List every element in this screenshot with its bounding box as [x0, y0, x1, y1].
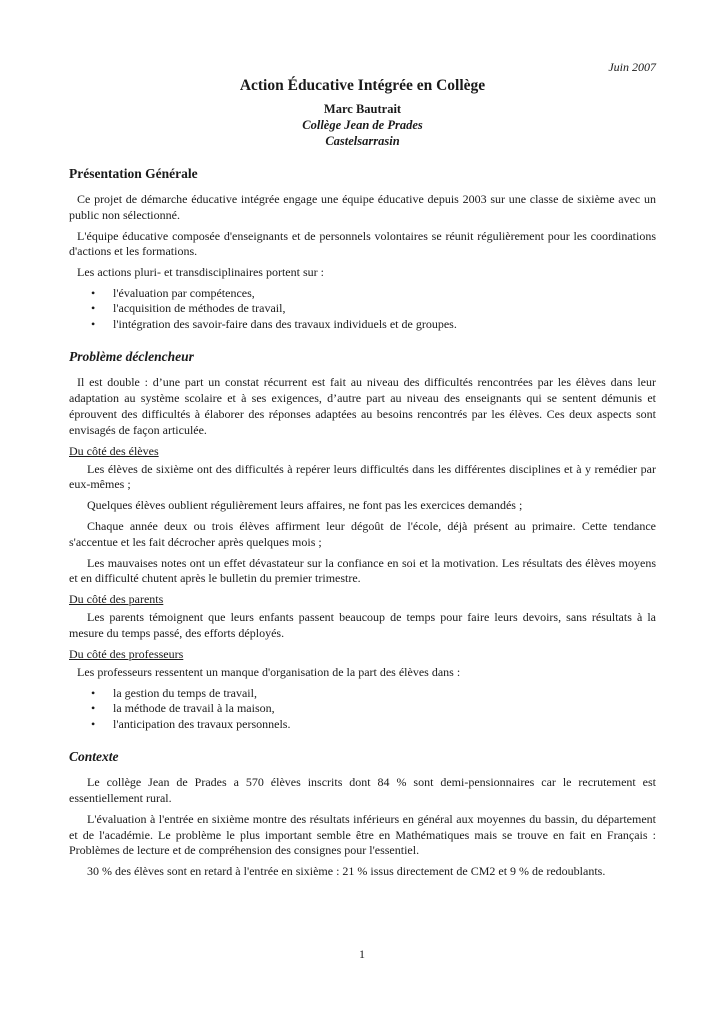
- document-date: Juin 2007: [608, 60, 656, 74]
- list-item: • l'intégration des savoir-faire dans des travaux individuels et de groupes.: [91, 317, 656, 333]
- section-heading-presentation: Présentation Générale: [69, 166, 198, 181]
- author-name: Marc Bautrait: [323, 102, 402, 116]
- city-name: Castelsarrasin: [325, 134, 400, 148]
- paragraph: Les parents témoignent que leurs enfants passent beaucoup de temps pour faire leurs devoirs, sans résultats à la mesure du temps passé, des efforts déployés.: [69, 610, 656, 641]
- subheading-professeurs: Du côté des professeurs: [69, 646, 184, 661]
- paragraph: Les professeurs ressentent un manque d'organisation de la part des élèves dans :: [77, 664, 461, 679]
- paragraph: Quelques élèves oublient régulièrement leurs affaires, ne font pas les exercices demandés ;: [87, 498, 523, 513]
- page-number: 1: [359, 947, 365, 961]
- paragraph: Chaque année deux ou trois élèves affirment leur dégoût de l'école, déjà présent au primaire. Cette tendance s'accentue et les fait décrocher après quelques mois ;: [69, 519, 656, 549]
- subheading-parents: Du côté des parents: [69, 592, 164, 607]
- section-heading-contexte: Contexte: [69, 749, 119, 765]
- school-name: Collège Jean de Prades: [302, 118, 423, 132]
- subheading-eleves: Du côté des élèves: [69, 443, 159, 458]
- list-item: • l'évaluation par compétences,: [91, 286, 656, 302]
- paragraph: 30 % des élèves sont en retard à l'entrée en sixième : 21 % issus directement de CM2 et 9 % de redoublants.: [87, 864, 606, 879]
- bullet-list: [69, 286, 656, 333]
- bullet-list: [69, 686, 656, 733]
- list-item: • la gestion du temps de travail,: [91, 686, 656, 702]
- paragraph: L'équipe éducative composée d'enseignants et de personnels volontaires se réunit régulièrement pour les coordinations d'actions et les formations.: [69, 228, 656, 259]
- paragraph: Ce projet de démarche éducative intégrée engage une équipe éducative depuis 2003 sur une classe de sixième avec un public non sélectionné.: [69, 192, 656, 222]
- section-heading-probleme: Problème déclencheur: [69, 349, 194, 365]
- list-item: • l'acquisition de méthodes de travail,: [91, 301, 656, 317]
- paragraph: Il est double : d’une part un constat récurrent est fait au niveau des difficultés rencontrées par les élèves dans leur adaptation au système scolaire et à ses exigences, d’autre part au niveau des enseignants qui se sentent démunis et éprouvent des difficultés à élaborer des réponses adaptées au besoins rencontrés par les élèves. Ces deux aspects sont envisagés de façon articulée.: [69, 375, 656, 437]
- paragraph: Le collège Jean de Prades a 570 élèves inscrits dont 84 % sont demi-pensionnaires car le recrutement est essentiellement rural.: [69, 775, 656, 805]
- list-item: • l'anticipation des travaux personnels.: [91, 717, 656, 733]
- paragraph: L'évaluation à l'entrée en sixième montre des résultats inférieurs en général aux moyennes du bassin, du département et de l'académie. Le problème le plus important semble être en Mathématiques mais se trouve en fait en Français : Problèmes de lecture et de compréhension des consignes pour l'essentiel.: [69, 811, 656, 858]
- paragraph: Les actions pluri- et transdisciplinaires portent sur :: [77, 265, 324, 280]
- paragraph: Les mauvaises notes ont un effet dévastateur sur la confiance en soi et la motivation. Les résultats des élèves moyens et en difficulté chutent après le bulletin du premier trimestre.: [69, 555, 656, 586]
- list-item: • la méthode de travail à la maison,: [91, 701, 656, 717]
- document-title: Action Éducative Intégrée en Collège: [239, 77, 486, 94]
- paragraph: Les élèves de sixième ont des difficultés à repérer leurs difficultés dans les différentes disciplines et à y remédier par eux-mêmes ;: [69, 461, 656, 492]
